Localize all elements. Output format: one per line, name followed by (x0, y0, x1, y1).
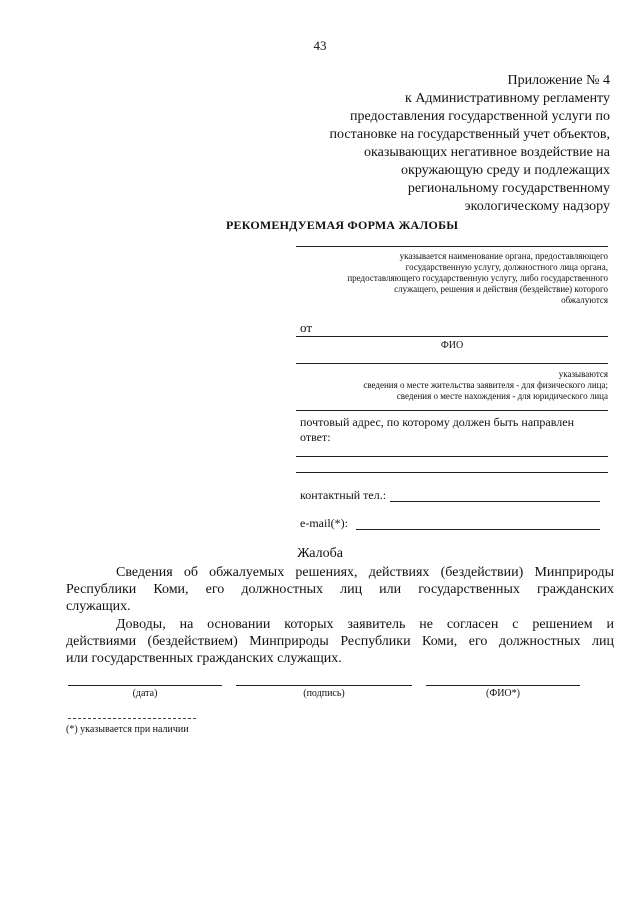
recipient-line[interactable] (296, 246, 608, 247)
appendix-line: к Административному регламенту (405, 91, 610, 106)
form-title: РЕКОМЕНДУЕМАЯ ФОРМА ЖАЛОБЫ (226, 218, 459, 232)
appendix-line: Приложение № 4 (507, 73, 610, 88)
complaint-heading: Жалоба (297, 546, 343, 561)
appendix-line: предоставления государственной услуги по (350, 109, 610, 124)
email-label: e-mail(*): (300, 516, 348, 530)
residence-note (278, 369, 608, 402)
note-line: государственную услугу, должностного лица органа, (405, 262, 608, 272)
appendix-line: окружающую среду и подлежащих (401, 163, 610, 178)
residence-line[interactable] (296, 363, 608, 364)
paragraph-line: Республики Коми, его должностных лиц или государственных гражданских (66, 582, 614, 597)
note-line: предоставляющего государственную услугу, либо государственного (347, 273, 608, 283)
note-line: указывается наименование органа, предоставляющего (399, 251, 608, 261)
postal-line-2[interactable] (296, 472, 608, 473)
note-line: сведения о месте жительства заявителя - для физического лица; (363, 380, 608, 390)
postal-label-line: ответ: (300, 430, 331, 444)
footnote: (*) указывается при наличии (66, 724, 189, 735)
appendix-header (280, 72, 610, 216)
phone-input-line[interactable] (390, 501, 600, 502)
residence-line-2[interactable] (296, 410, 608, 411)
paragraph-line: действиями (бездействием) Минприроды Республики Коми, его должностных лиц (66, 634, 614, 649)
postal-line-1[interactable] (296, 456, 608, 457)
note-line: сведения о месте нахождения - для юридического лица (396, 391, 608, 401)
fio-signature-label: (ФИО*) (485, 688, 520, 699)
postal-label-line: почтовый адрес, по которому должен быть направлен (300, 415, 574, 429)
paragraph-line: служащих. (66, 599, 131, 614)
note-line: обжалуются (561, 295, 608, 305)
appendix-line: оказывающих негативное воздействие на (364, 145, 610, 160)
from-line[interactable] (296, 336, 608, 337)
signature-line[interactable] (236, 685, 412, 686)
appendix-line: региональному государственному (407, 181, 610, 196)
note-line: служащего, решения и действия (бездействие) которого (394, 284, 608, 294)
page-number: 43 (313, 38, 327, 53)
paragraph-line: Доводы, на основании которых заявитель не согласен с решением и (116, 617, 614, 632)
appendix-line: экологическому надзору (464, 199, 610, 214)
footnote-separator (68, 718, 196, 719)
fio-signature-line[interactable] (426, 685, 580, 686)
recipient-note (278, 251, 608, 306)
paragraph-line: или государственных гражданских служащих. (66, 651, 342, 666)
from-label: от (300, 320, 313, 335)
paragraph-subject (66, 564, 614, 615)
phone-label: контактный тел.: (300, 488, 387, 502)
email-input-line[interactable] (356, 529, 600, 530)
paragraph-line: Сведения об обжалуемых решениях, действиях (бездействии) Минприроды (116, 565, 614, 580)
postal-label (300, 415, 610, 445)
signature-label: (подпись) (303, 688, 345, 699)
note-line: указываются (558, 369, 608, 379)
appendix-line: постановке на государственный учет объектов, (329, 127, 610, 142)
paragraph-arguments (66, 616, 614, 667)
date-line[interactable] (68, 685, 222, 686)
date-label: (дата) (132, 688, 158, 699)
fio-label: ФИО (440, 340, 464, 351)
